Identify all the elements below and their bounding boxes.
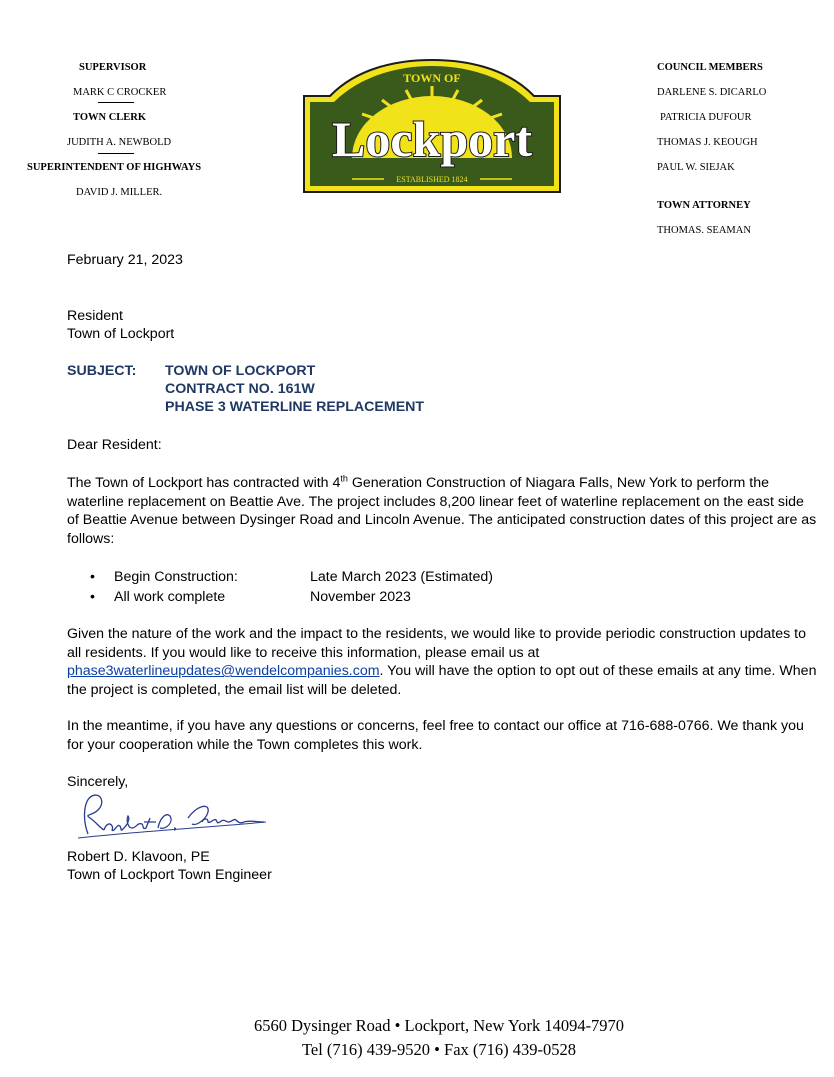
- attorney-title: TOWN ATTORNEY: [657, 200, 751, 211]
- ordinal-suffix: th: [340, 473, 348, 484]
- highways-title: SUPERINTENDENT OF HIGHWAYS: [27, 162, 202, 173]
- council-member: DARLENE S. DICARLO: [657, 87, 767, 98]
- council-member: PATRICIA DUFOUR: [660, 112, 752, 123]
- recipient-line-2: Town of Lockport: [67, 326, 175, 342]
- paragraph-3: In the meantime, if you have any questions or concerns, feel free to contact our office at 716-688-0766. We thank you for your cooperation while the Town completes this work.: [67, 718, 804, 753]
- schedule-label: Begin Construction:: [114, 569, 238, 585]
- highways-name: DAVID J. MILLER.: [76, 187, 163, 198]
- schedule-list: [90, 568, 690, 607]
- schedule-value: Late March 2023 (Estimated): [310, 569, 493, 585]
- paragraph-1-rest: Generation Construction of Niagara Falls, New York to perform the waterline replacement on Beattie Ave. The project includes 8,200 linear feet of waterline replacement on the east side of Beattie Avenue between Dysinger Road and Lincoln Avenue. The anticipated construction dates of this project are as follows:: [67, 475, 817, 547]
- footer-phone: Tel (716) 439-9520 • Fax (716) 439-0528: [301, 1040, 577, 1059]
- subject-line: PHASE 3 WATERLINE REPLACEMENT: [165, 399, 425, 415]
- divider: [98, 102, 134, 103]
- council-title: COUNCIL MEMBERS: [657, 62, 763, 73]
- paragraph-1-start: The Town of Lockport has contracted with 4: [67, 475, 341, 491]
- subject-line: CONTRACT NO. 161W: [165, 381, 315, 397]
- salutation: Dear Resident:: [67, 437, 162, 453]
- list-item: [90, 568, 690, 588]
- logo-established: ESTABLISHED 1824: [396, 175, 468, 184]
- logo-top-text: TOWN OF: [403, 71, 461, 85]
- council-member: THOMAS J. KEOUGH: [657, 137, 758, 148]
- paragraph-1: [67, 474, 817, 548]
- footer-address: 6560 Dysinger Road • Lockport, New York 14094-7970: [253, 1016, 625, 1035]
- supervisor-title: SUPERVISOR: [79, 62, 147, 73]
- recipient-line-1: Resident: [67, 308, 123, 324]
- subject-label: SUBJECT:: [67, 363, 137, 379]
- town-of-lockport-logo: [302, 58, 562, 194]
- bullet: •: [90, 569, 95, 585]
- paragraph-2-start: Given the nature of the work and the impact to the residents, we would like to provide periodic construction updates to all residents. If you would like to receive this information, please email us at: [67, 626, 806, 661]
- schedule-value: November 2023: [310, 588, 411, 605]
- divider: [98, 153, 134, 154]
- bullet: •: [90, 588, 95, 605]
- council-member: PAUL W. SIEJAK: [657, 162, 735, 173]
- email-link[interactable]: phase3waterlineupdates@wendelcompanies.com: [67, 663, 380, 680]
- closing: Sincerely,: [67, 774, 129, 790]
- signer-title: Town of Lockport Town Engineer: [67, 867, 272, 883]
- attorney-name: THOMAS. SEAMAN: [657, 225, 751, 236]
- list-item: [90, 588, 690, 608]
- paragraph-2-rest: . You will have the option to opt out of these emails at any time. When the project is completed, the email list will be deleted.: [67, 663, 817, 698]
- supervisor-name: MARK C CROCKER: [73, 87, 167, 98]
- letter-date: February 21, 2023: [67, 252, 183, 268]
- subject-line: TOWN OF LOCKPORT: [165, 363, 316, 379]
- paragraph-2: [67, 625, 819, 699]
- signature-image: [70, 788, 270, 840]
- signer-name: Robert D. Klavoon, PE: [67, 849, 210, 865]
- schedule-label: All work complete: [114, 588, 226, 605]
- logo-name: Lockport: [332, 111, 532, 167]
- clerk-name: JUDITH A. NEWBOLD: [67, 137, 172, 148]
- clerk-title: TOWN CLERK: [73, 112, 147, 123]
